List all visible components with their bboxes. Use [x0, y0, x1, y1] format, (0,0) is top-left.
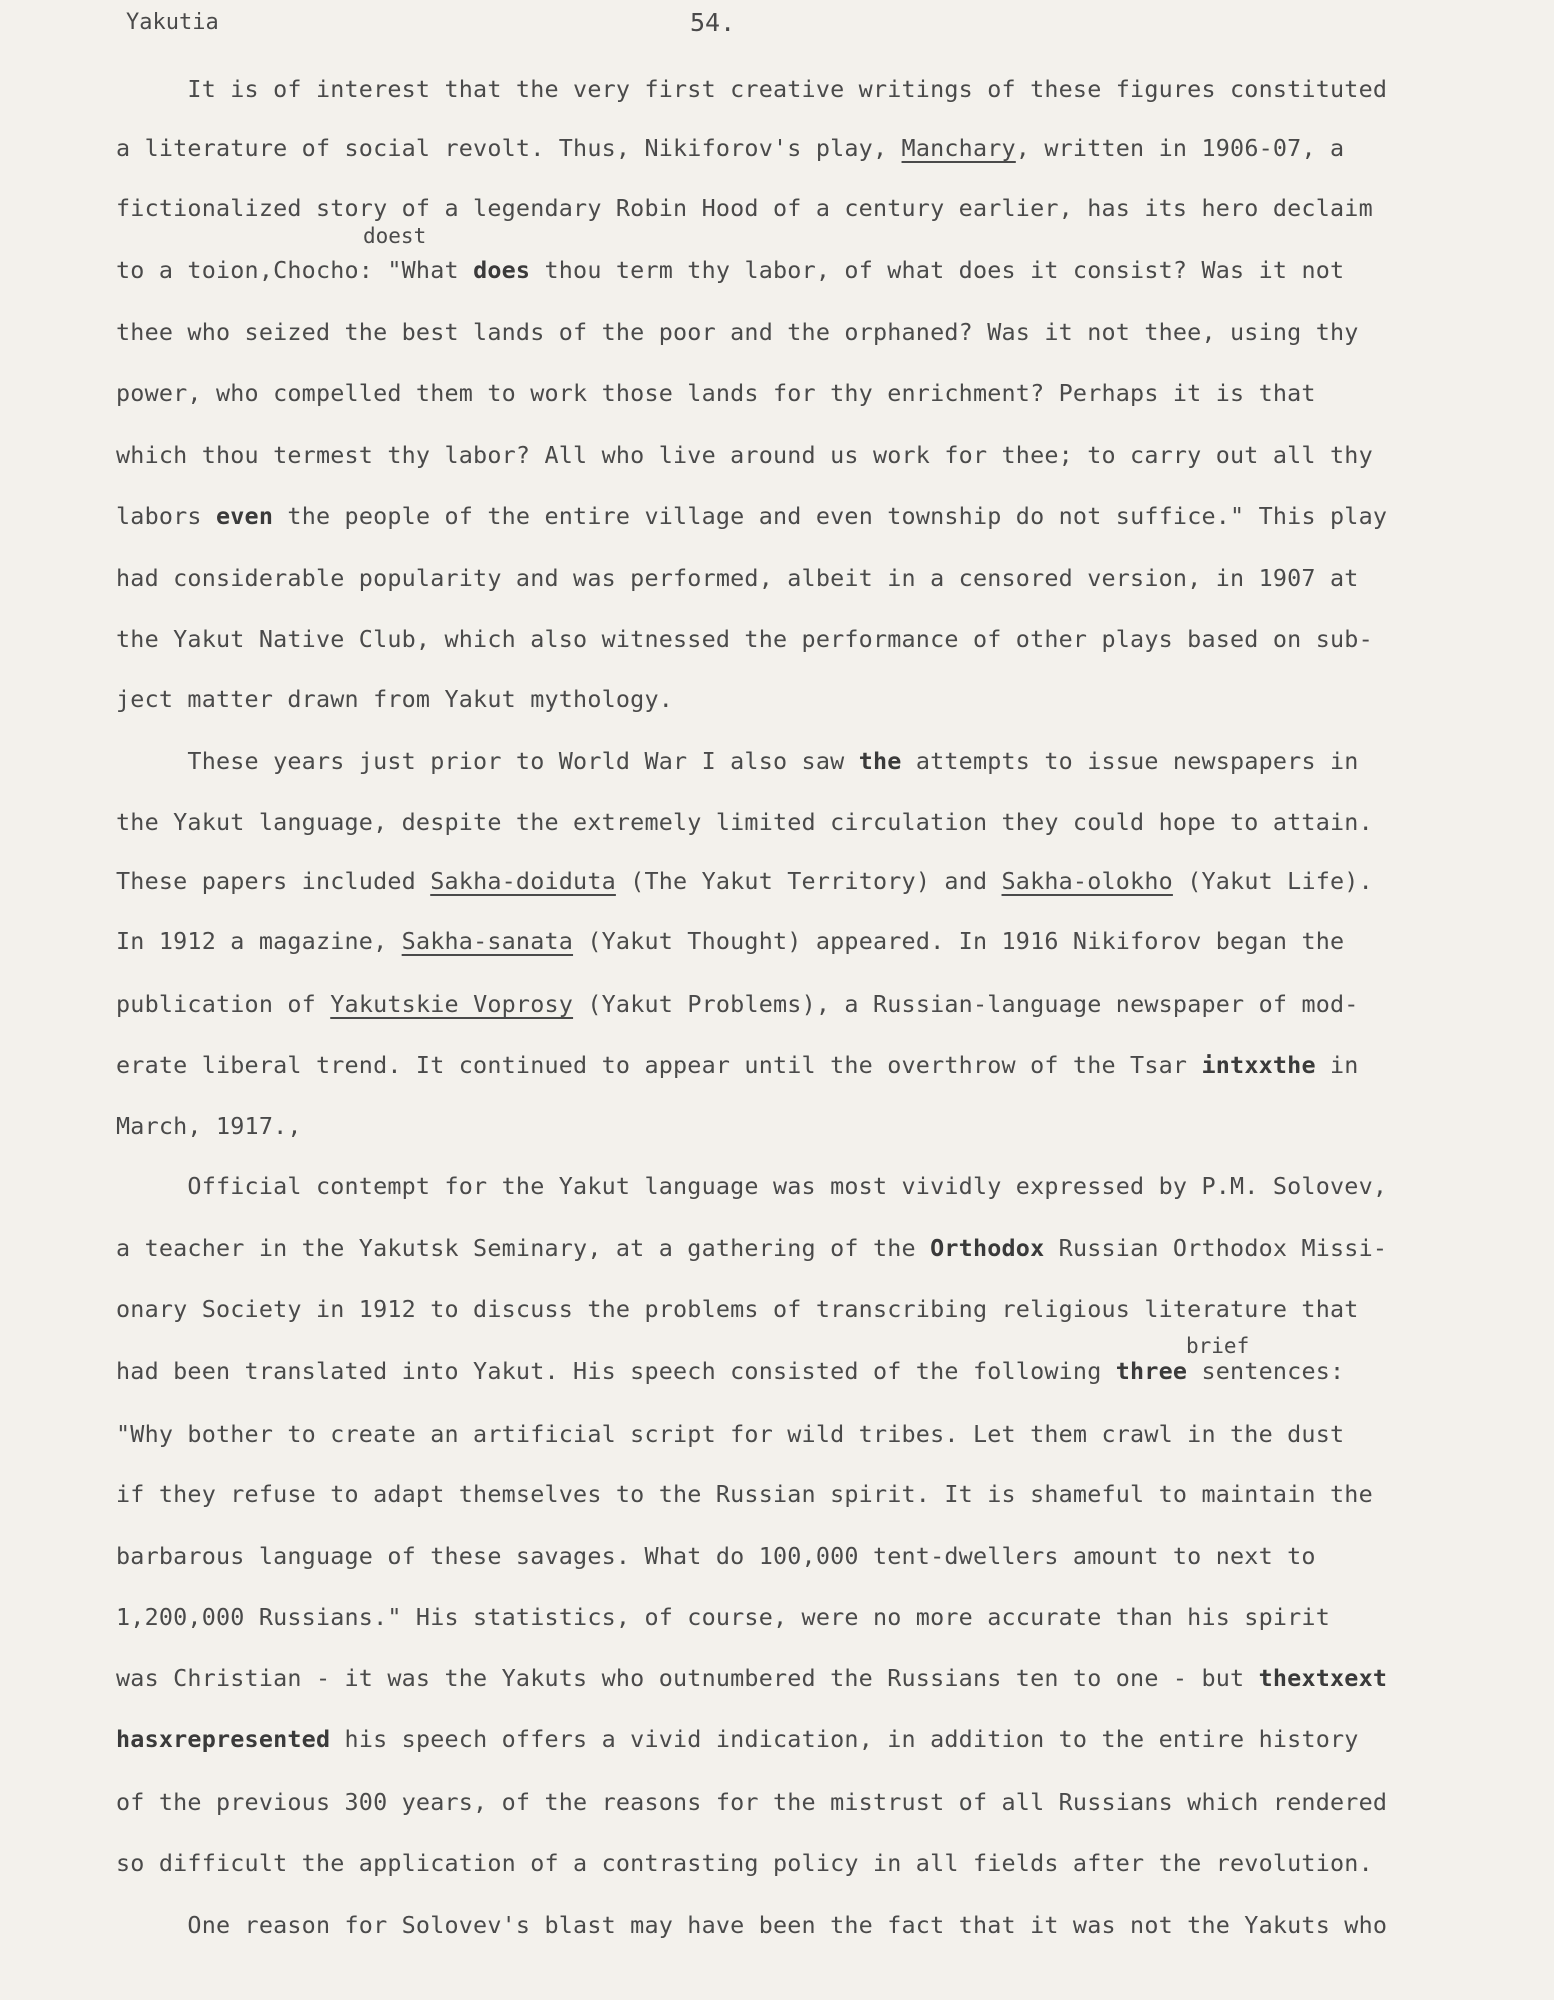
text-line: labors even the people of the entire village and even township do not suffice." This play	[116, 502, 1388, 530]
text-line: thee who seized the best lands of the poor and the orphaned? Was it not thee, using thy	[116, 318, 1359, 346]
text-line: One reason for Solovev's blast may have been the fact that it was not the Yakuts who	[116, 1911, 1388, 1939]
struck-through-text: thextxext	[1258, 1664, 1388, 1692]
struck-through-text: hasxrepresented	[116, 1725, 331, 1753]
underlined-title: Sakha-sanata	[401, 927, 574, 955]
text-line: which thou termest thy labor? All who live around us work for thee; to carry out all thy	[116, 441, 1373, 469]
text-line: publication of Yakutskie Voprosy (Yakut Problems), a Russian-language newspaper of mod-	[116, 990, 1359, 1018]
text-line: power, who compelled them to work those lands for thy enrichment? Perhaps it is that	[116, 379, 1316, 407]
text-line: "Why bother to create an artificial script for wild tribes. Let them crawl in the dust	[116, 1420, 1345, 1448]
struck-through-text: intxxthe	[1201, 1051, 1316, 1079]
text-line: if they refuse to adapt themselves to the Russian spirit. It is shameful to maintain the	[116, 1480, 1373, 1508]
text-line: a teacher in the Yakutsk Seminary, at a gathering of the Orthodox Russian Orthodox Missi-	[116, 1234, 1388, 1262]
text-line: of the previous 300 years, of the reasons for the mistrust of all Russians which rendered	[116, 1788, 1388, 1816]
underlined-title: Yakutskie Voprosy	[330, 990, 574, 1018]
text-line: In 1912 a magazine, Sakha-sanata (Yakut Thought) appeared. In 1916 Nikiforov began the	[116, 927, 1345, 955]
text-line: the Yakut language, despite the extremely limited circulation they could hope to attain.	[116, 808, 1373, 836]
text-line: fictionalized story of a legendary Robin Hood of a century earlier, has its hero declaim	[116, 194, 1373, 222]
running-header: Yakutia	[126, 10, 219, 35]
handwritten-insertion-doest: doest	[363, 224, 427, 248]
text-line: March, 1917.,	[116, 1112, 302, 1140]
text-line: onary Society in 1912 to discuss the problems of transcribing religious literature that	[116, 1295, 1359, 1323]
text-line: had considerable popularity and was performed, albeit in a censored version, in 1907 at	[116, 564, 1359, 592]
text-line: It is of interest that the very first creative writings of these figures constituted	[116, 75, 1388, 103]
text-line: to a toion,Chocho: "What does thou term thy labor, of what does it consist? Was it not	[116, 256, 1345, 284]
struck-through-text: Orthodox	[930, 1234, 1045, 1262]
text-line: ject matter drawn from Yakut mythology.	[116, 685, 674, 713]
underlined-title: Manchary	[901, 134, 1016, 162]
text-line: was Christian - it was the Yakuts who outnumbered the Russians ten to one - but thextxext	[116, 1664, 1388, 1692]
text-line: a literature of social revolt. Thus, Nikiforov's play, Manchary, written in 1906-07, a	[116, 134, 1345, 162]
handwritten-insertion-brief: brief	[1186, 1334, 1250, 1358]
text-line: the Yakut Native Club, which also witnessed the performance of other plays based on sub-	[116, 625, 1373, 653]
text-line: erate liberal trend. It continued to appear until the overthrow of the Tsar intxxthe in	[116, 1051, 1359, 1079]
text-line: so difficult the application of a contrasting policy in all fields after the revolution.	[116, 1849, 1373, 1877]
underlined-title: Sakha-olokho	[1001, 867, 1173, 895]
text-line: Official contempt for the Yakut language was most vividly expressed by P.M. Solovev,	[116, 1172, 1388, 1200]
text-line: These years just prior to World War I also saw the attempts to issue newspapers in	[116, 747, 1359, 775]
text-line: hasxrepresented his speech offers a vivid indication, in addition to the entire history	[116, 1725, 1359, 1753]
struck-through-text: the	[858, 747, 902, 775]
text-line: 1,200,000 Russians." His statistics, of course, were no more accurate than his spirit	[116, 1603, 1330, 1631]
struck-through-text: even	[215, 502, 274, 530]
struck-through-text: does	[473, 256, 531, 284]
text-line: had been translated into Yakut. His speech consisted of the following three sentences:	[116, 1357, 1345, 1385]
text-line: These papers included Sakha-doiduta (The Yakut Territory) and Sakha-olokho (Yakut Life).	[116, 867, 1373, 895]
page-number: 54.	[690, 8, 736, 37]
struck-through-text: three	[1115, 1357, 1188, 1385]
text-line: barbarous language of these savages. What do 100,000 tent-dwellers amount to next to	[116, 1542, 1316, 1570]
underlined-title: Sakha-doiduta	[430, 867, 616, 895]
